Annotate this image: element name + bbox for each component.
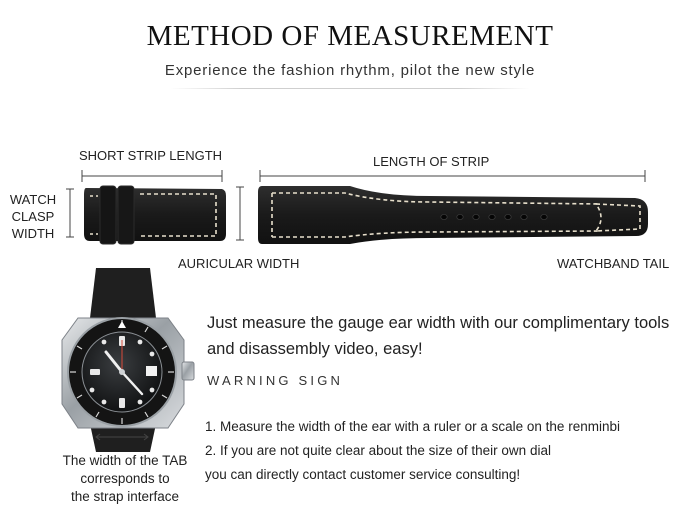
auricular-width-label: AURICULAR WIDTH (178, 256, 300, 271)
instruction-steps (205, 415, 685, 487)
short-strip-length-label: SHORT STRIP LENGTH (79, 148, 223, 163)
length-of-strip-label: LENGTH OF STRIP (373, 154, 490, 169)
auricular-width-dimension (236, 187, 244, 240)
clasp-label-line: WATCH (9, 192, 57, 207)
measurement-description: Just measure the gauge ear width with our complimentary tools and disassembly video, easy! (207, 314, 670, 358)
long-strap-image (258, 186, 648, 244)
warning-heading: WARNING SIGN (207, 373, 344, 388)
page-subtitle: Experience the fashion rhythm, pilot the new style (164, 62, 536, 79)
watch-clasp-width-label (6, 191, 60, 242)
page-title: METHOD OF MEASUREMENT (146, 20, 554, 52)
clasp-label-line: CLASP (11, 209, 55, 224)
instruction-step: you can directly contact customer service consulting! (205, 467, 521, 482)
watchband-tail-label: WATCHBAND TAIL (557, 256, 670, 271)
tab-width-caption (40, 452, 210, 506)
strip-length-dimension (260, 170, 645, 182)
instruction-step: 2. If you are not quite clear about the size of their own dial (205, 443, 551, 458)
clasp-label-line: WIDTH (11, 226, 55, 241)
clasp-width-dimension (66, 189, 74, 237)
short-strap-image (84, 186, 226, 244)
instruction-step: 1. Measure the width of the ear with a ruler or a scale on the renminbi (205, 419, 620, 434)
caption-line: corresponds to (80, 471, 170, 486)
watch-image (62, 268, 194, 452)
caption-line: the strap interface (70, 489, 180, 504)
short-strip-dimension (82, 170, 222, 182)
caption-line: The width of the TAB (62, 453, 188, 468)
